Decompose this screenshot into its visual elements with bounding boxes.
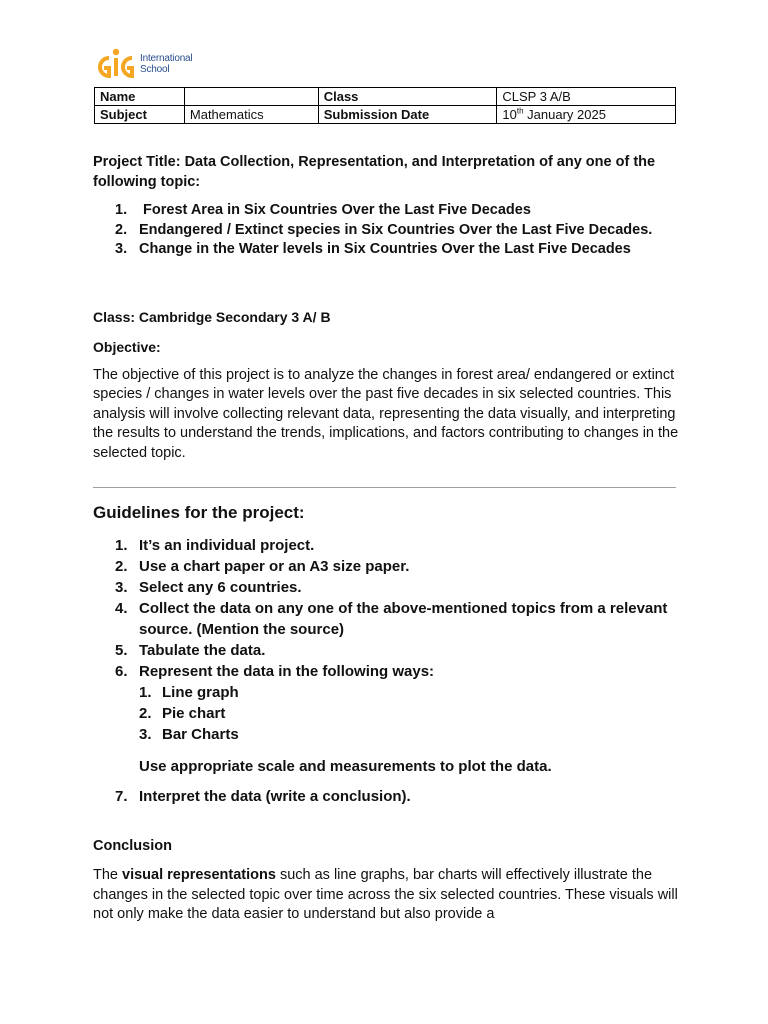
representation-text: Bar Charts [162,726,239,743]
list-item [93,786,683,807]
topic-text: Endangered / Extinct species in Six Countries Over the Last Five Decades. [139,221,653,238]
scale-note: Use appropriate scale and measurements to plot the data. [139,758,552,775]
list-number: 5. [115,642,128,659]
list-item [139,724,683,745]
list-item [93,221,683,241]
objective-heading: Objective: [93,339,161,355]
name-value [184,88,318,106]
list-item [93,640,683,661]
conclusion-emphasis: visual representations [122,867,276,883]
list-number: 3. [115,241,128,257]
table-row [95,106,676,124]
topic-text: Forest Area in Six Countries Over the Last Five Decades [139,202,531,218]
submission-day-suffix: th [516,106,524,116]
list-item [93,240,683,260]
list-item [93,535,683,556]
guideline-text: Represent the data in the following ways: [139,663,435,680]
giis-logo-icon [96,48,136,80]
conclusion-prefix: The [93,867,123,883]
representation-text: Pie chart [162,705,226,722]
subject-value: Mathematics [184,106,318,124]
logo-line-1: International [140,53,193,64]
guideline-text: Tabulate the data. [139,642,266,659]
list-item [93,598,683,640]
list-item [139,682,683,703]
project-title: Project Title: Data Collection, Representation, and Interpretation of any one of the following topic: [93,154,656,190]
guideline-text: Use a chart paper or an A3 size paper. [139,558,410,575]
list-number: 1. [115,202,128,218]
name-label: Name [95,88,185,106]
conclusion-heading: Conclusion [93,838,172,854]
list-number: 7. [115,788,128,805]
logo-line-2: School [140,64,170,75]
subject-label: Subject [95,106,185,124]
guidelines-list [93,535,683,807]
guideline-text: Interpret the data (write a conclusion). [139,788,411,805]
submission-label: Submission Date [318,106,497,124]
logo-text [140,53,192,75]
list-number: 1. [115,537,128,554]
student-info-table [94,87,676,124]
submission-month-year: January 2025 [523,107,606,122]
list-number: 2. [115,558,128,575]
guideline-text: It’s an individual project. [139,537,315,554]
conclusion-rest: such as line graphs, bar charts will effectively illustrate the changes in the selected topic over time across the six selected countries. These visuals will not only make the data easier to understand but also provide a [93,867,678,922]
horizontal-divider [93,487,676,488]
submission-date-value [497,106,676,124]
class-line: Class: Cambridge Secondary 3 A/ B [93,309,331,325]
submission-day: 10 [502,107,517,122]
representation-list [139,682,683,745]
representation-text: Line graph [162,684,239,701]
table-row [95,88,676,106]
guidelines-heading: Guidelines for the project: [93,503,305,522]
list-number: 1. [139,684,152,701]
guideline-text: Collect the data on any one of the above-mentioned topics from a relevant source. (Mention the source) [139,600,668,638]
list-item [93,577,683,598]
list-item [93,661,683,777]
topic-text: Change in the Water levels in Six Countries Over the Last Five Decades [139,241,631,257]
list-number: 6. [115,663,128,680]
class-label: Class [318,88,497,106]
topic-list [93,201,683,260]
list-number: 2. [115,221,128,238]
list-item [139,703,683,724]
list-item [93,556,683,577]
objective-paragraph: The objective of this project is to analyze the changes in forest area/ endangered or extinct species / changes in water levels over the past five decades in six selected countries. This analysis will involve collecting relevant data, representing the data visually, and interpreting the results to understand the trends, implications, and factors contributing to changes in the selected topic. [93,367,679,461]
class-value: CLSP 3 A/B [497,88,676,106]
list-item [93,201,683,221]
list-number: 3. [139,726,152,743]
conclusion-paragraph [93,866,683,925]
list-number: 3. [115,579,128,596]
list-number: 2. [139,705,152,722]
school-logo [96,46,192,82]
guideline-text: Select any 6 countries. [139,579,302,596]
list-number: 4. [115,600,128,617]
